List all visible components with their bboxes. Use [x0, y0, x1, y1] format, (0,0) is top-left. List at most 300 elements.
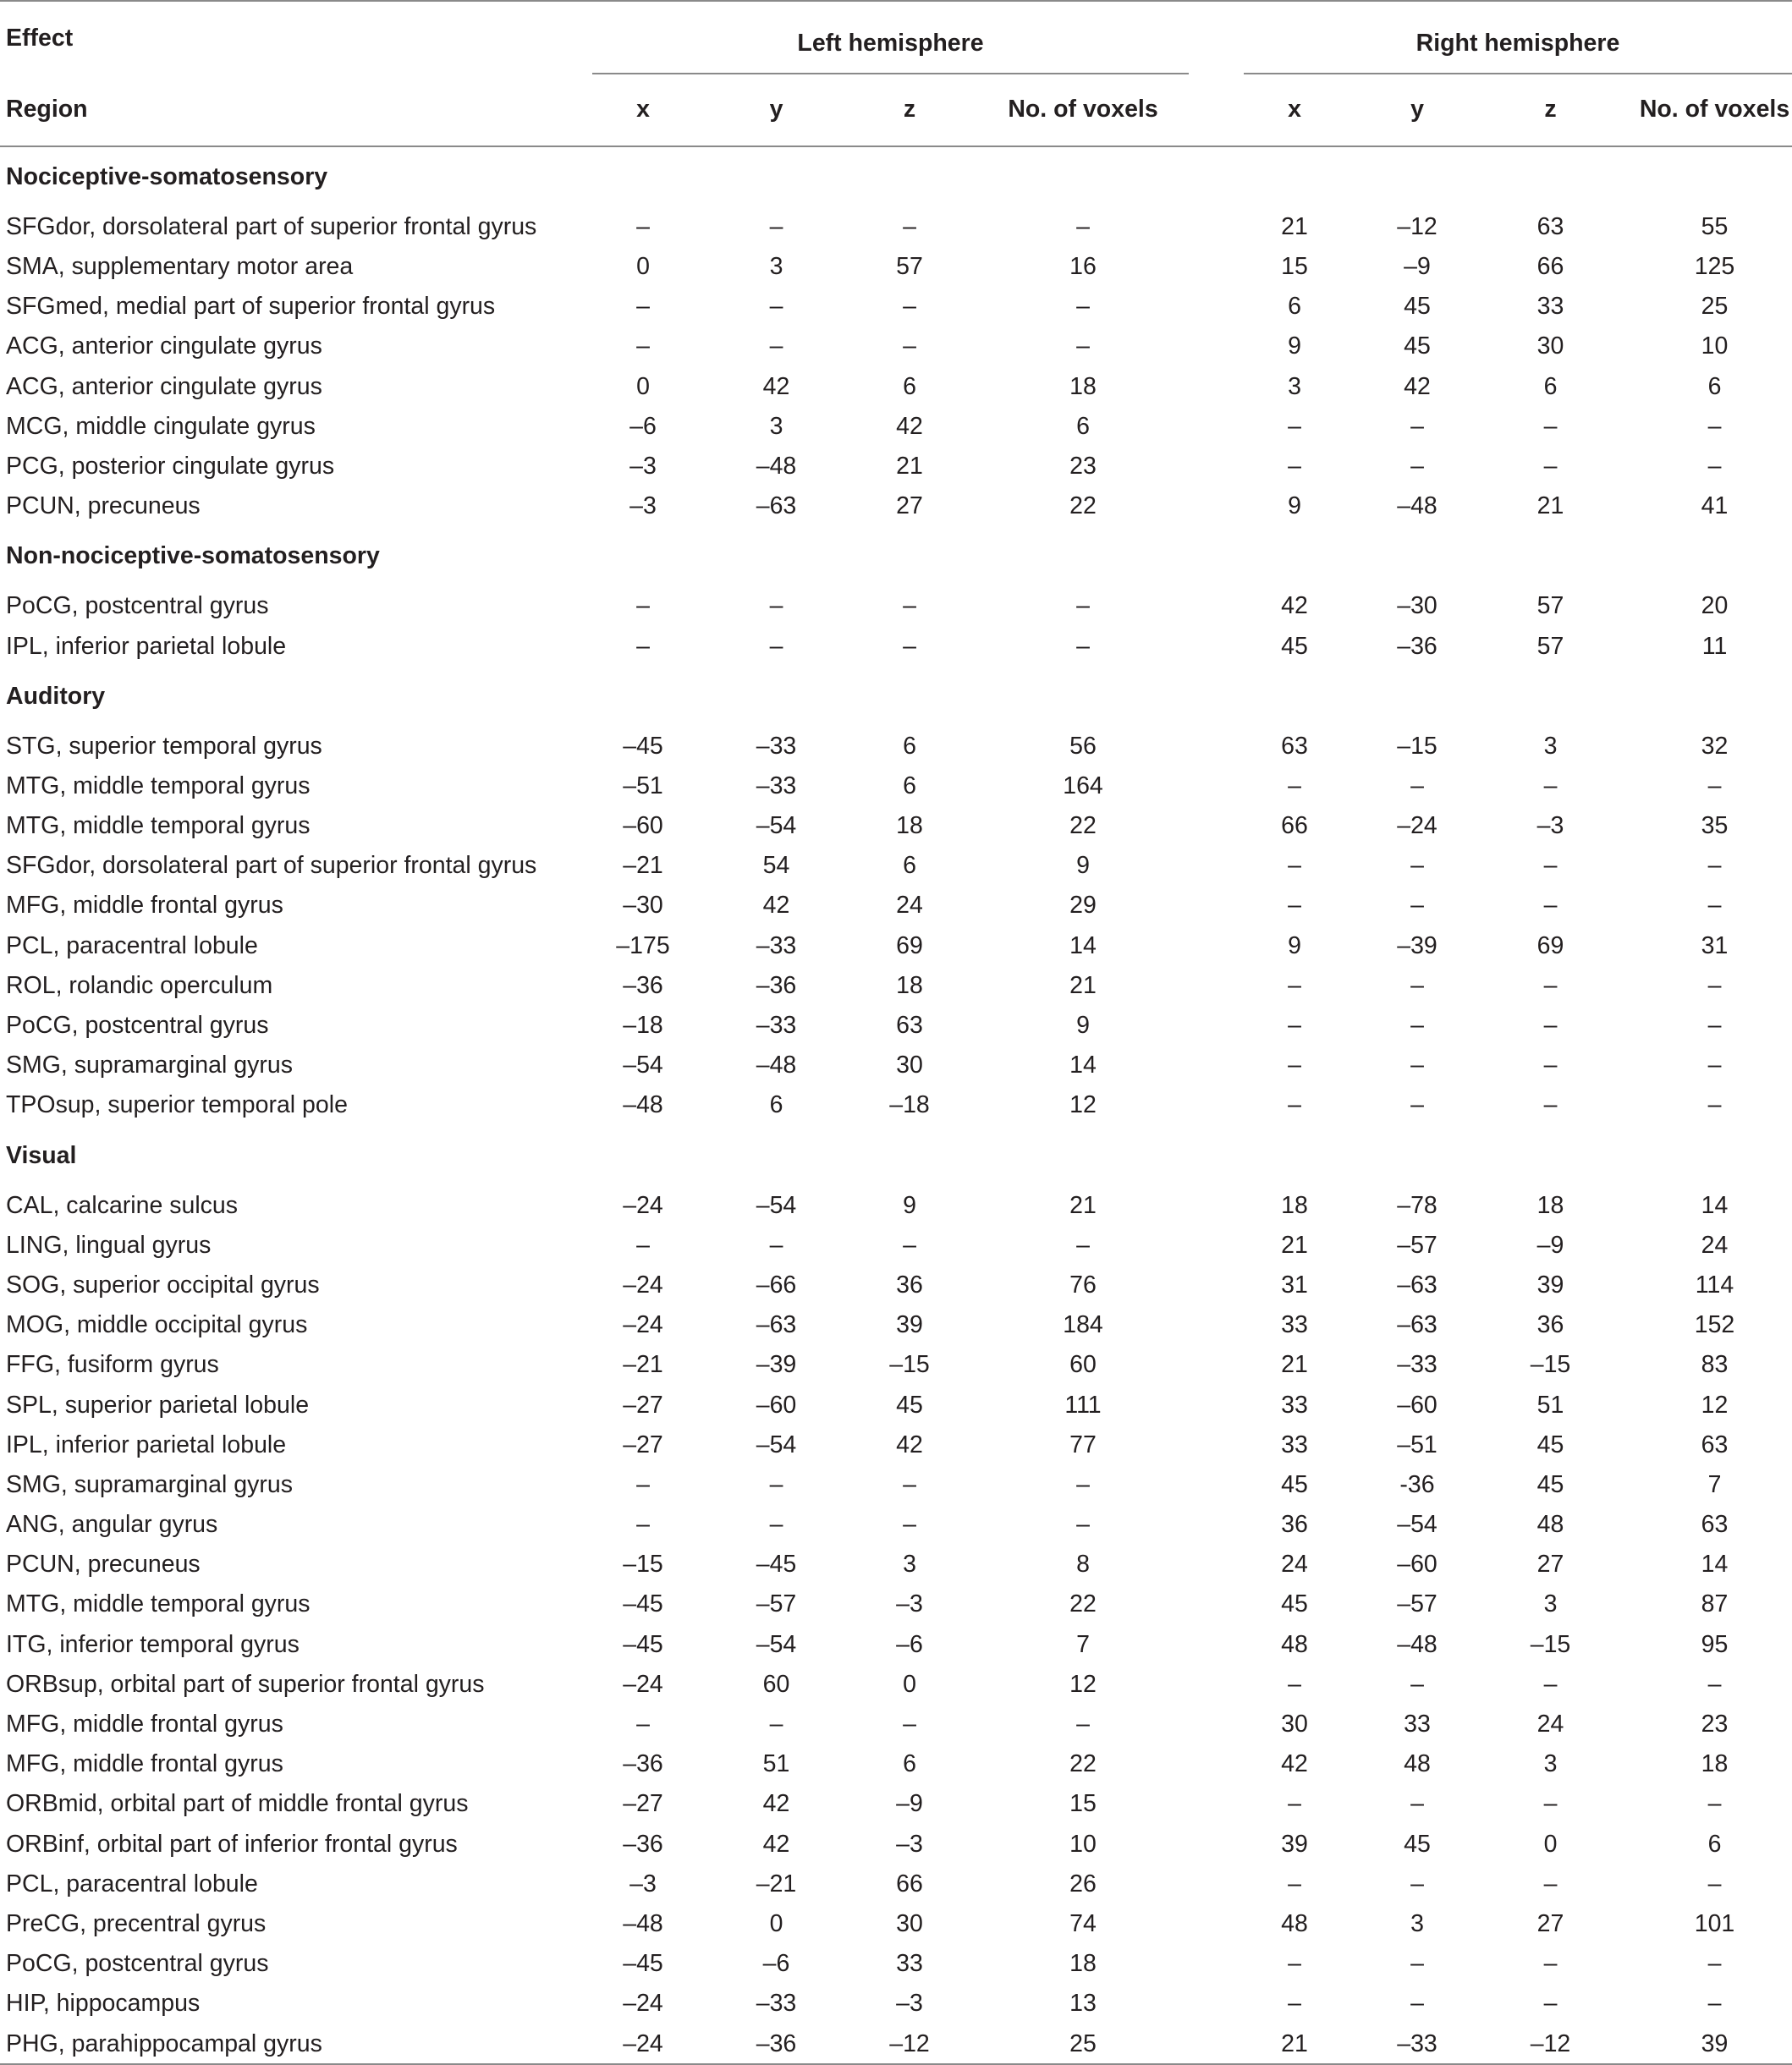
- column-gap: [1197, 726, 1235, 766]
- left-x-cell: –60: [623, 812, 663, 840]
- right-x-cell: –: [1288, 1091, 1301, 1119]
- left-voxels-cell: 22: [1069, 1750, 1097, 1778]
- region-cell: ORBsup, orbital part of superior frontal gyrus: [6, 1670, 485, 1698]
- right-x-cell: –: [1288, 1990, 1301, 2018]
- left-y-cell: –: [769, 1470, 783, 1498]
- left-y-cell: –: [769, 293, 783, 321]
- column-gap: [1197, 287, 1235, 327]
- region-cell: ROL, rolandic operculum: [6, 971, 273, 999]
- region-cell: MFG, middle frontal gyrus: [6, 1711, 283, 1738]
- right-y-cell: –33: [1397, 2029, 1437, 2057]
- left-y-cell: –33: [756, 1012, 797, 1040]
- left-y-cell: –: [769, 632, 783, 660]
- left-z-cell: –: [903, 1231, 916, 1259]
- column-gap: [1197, 1824, 1235, 1864]
- section-title: Visual: [6, 1141, 77, 1169]
- right-y-cell: –: [1410, 1012, 1424, 1040]
- right-voxels-cell: 6: [1707, 1830, 1722, 1858]
- left-z-cell: 33: [896, 1950, 923, 1978]
- right-x-cell: 33: [1281, 1431, 1308, 1458]
- left-x-cell: –51: [623, 772, 663, 799]
- right-z-cell: 48: [1536, 1511, 1564, 1539]
- left-x-cell: –36: [623, 1750, 663, 1778]
- right-x-cell: 30: [1281, 1711, 1308, 1738]
- right-z-cell: –3: [1536, 812, 1564, 840]
- table-row: [0, 406, 1792, 446]
- column-gap: [1197, 1584, 1235, 1624]
- column-gap: [1197, 366, 1235, 406]
- right-z-cell: 21: [1536, 492, 1564, 520]
- left-x-cell: –45: [623, 1950, 663, 1978]
- region-cell: MTG, middle temporal gyrus: [6, 812, 311, 840]
- table-row: [0, 806, 1792, 846]
- left-y-cell: 3: [769, 412, 783, 440]
- left-z-cell: –: [903, 1470, 916, 1498]
- right-voxels-cell: 14: [1701, 1191, 1729, 1219]
- right-x-cell: 9: [1288, 492, 1301, 520]
- right-y-cell: –: [1410, 1670, 1424, 1698]
- region-cell: ANG, angular gyrus: [6, 1511, 218, 1539]
- right-z-cell: –: [1543, 1012, 1558, 1040]
- table-row: [0, 1305, 1792, 1345]
- left-x-cell: 0: [636, 253, 650, 281]
- left-y-cell: –21: [756, 1870, 797, 1897]
- region-cell: CAL, calcarine sulcus: [6, 1191, 239, 1219]
- right-z-cell: 57: [1536, 632, 1564, 660]
- right-y-cell: –: [1410, 1091, 1424, 1119]
- right-x-cell: 33: [1281, 1311, 1308, 1339]
- left-y-cell: –45: [756, 1551, 797, 1579]
- right-z-cell: –: [1543, 1091, 1558, 1119]
- right-x-cell: 3: [1288, 372, 1301, 400]
- right-x-cell: 6: [1288, 293, 1301, 321]
- left-y-cell: –33: [756, 1990, 797, 2018]
- column-gap: [1197, 1046, 1235, 1085]
- table-body: [0, 146, 1792, 2065]
- left-z-cell: 0: [903, 1670, 916, 1698]
- right-y-cell: –: [1410, 772, 1424, 799]
- left-x-cell: –: [636, 1711, 650, 1738]
- region-cell: SOG, superior occipital gyrus: [6, 1271, 320, 1299]
- left-x-cell: –48: [623, 1909, 663, 1937]
- left-z-cell: 66: [896, 1870, 923, 1897]
- column-gap: [1197, 207, 1235, 247]
- right-y-cell: –78: [1397, 1191, 1437, 1219]
- left-z-cell: 69: [896, 931, 923, 959]
- left-voxels-cell: –: [1076, 1470, 1090, 1498]
- table-row: [0, 1824, 1792, 1864]
- section-header-row: [0, 666, 1792, 726]
- left-y-cell: –6: [762, 1950, 790, 1978]
- region-cell: SFGmed, medial part of superior frontal gyrus: [6, 293, 496, 321]
- table-row: [0, 1864, 1792, 1903]
- left-z-cell: –3: [896, 1590, 923, 1618]
- left-z-cell: –: [903, 632, 916, 660]
- left-voxels-cell: 26: [1069, 1870, 1097, 1897]
- region-cell: PCL, paracentral lobule: [6, 931, 258, 959]
- right-z-cell: 0: [1543, 1830, 1558, 1858]
- right-x-cell: 33: [1281, 1391, 1308, 1419]
- right-y-cell: –: [1410, 852, 1424, 880]
- right-z-cell: 33: [1536, 293, 1564, 321]
- right-z-cell: –9: [1536, 1231, 1564, 1259]
- table-row: [0, 766, 1792, 806]
- region-cell: SFGdor, dorsolateral part of superior frontal gyrus: [6, 852, 537, 880]
- right-voxels-cell: 32: [1701, 732, 1729, 760]
- left-y-cell: 60: [762, 1670, 790, 1698]
- right-x-cell: –: [1288, 971, 1301, 999]
- right-z-cell: 69: [1536, 931, 1564, 959]
- right-y-cell: –51: [1397, 1431, 1437, 1458]
- left-z-cell: –6: [896, 1630, 923, 1658]
- left-y-cell: –: [769, 592, 783, 620]
- left-voxels-cell: 76: [1069, 1271, 1097, 1299]
- left-x-cell: –36: [623, 971, 663, 999]
- right-y-cell: –24: [1397, 812, 1437, 840]
- table-row: [0, 1006, 1792, 1046]
- left-x-cell: –: [636, 1231, 650, 1259]
- table-row: [0, 1385, 1792, 1425]
- left-voxels-cell: –: [1076, 592, 1090, 620]
- region-cell: PCG, posterior cingulate gyrus: [6, 452, 335, 480]
- left-z-cell: –: [903, 592, 916, 620]
- right-y-cell: –: [1410, 452, 1424, 480]
- column-gap: [1197, 586, 1235, 626]
- table-row: [0, 1085, 1792, 1125]
- left-voxels-cell: 74: [1069, 1909, 1097, 1937]
- table-row: [0, 2024, 1792, 2064]
- column-gap: [1197, 1185, 1235, 1225]
- right-voxels-cell: 6: [1707, 372, 1722, 400]
- region-cell: PCL, paracentral lobule: [6, 1870, 258, 1897]
- right-y-cell: 33: [1404, 1711, 1431, 1738]
- left-voxels-cell: 13: [1069, 1990, 1097, 2018]
- right-x-cell: 42: [1281, 592, 1308, 620]
- left-z-cell: –9: [896, 1790, 923, 1818]
- right-z-cell: –: [1543, 412, 1558, 440]
- right-z-cell: 27: [1536, 1551, 1564, 1579]
- left-x-cell: –24: [623, 1670, 663, 1698]
- left-z-cell: 45: [896, 1391, 923, 1419]
- column-gap: [1197, 966, 1235, 1006]
- left-y-cell: –: [769, 212, 783, 240]
- left-y-cell: –54: [756, 1431, 797, 1458]
- column-gap: [1197, 447, 1235, 486]
- right-x-cell: 45: [1281, 1590, 1308, 1618]
- right-z-cell: 3: [1543, 1750, 1558, 1778]
- column-gap: [1197, 1305, 1235, 1345]
- left-x-cell: –27: [623, 1790, 663, 1818]
- left-z-cell: –: [903, 212, 916, 240]
- right-x-cell: 9: [1288, 931, 1301, 959]
- left-y-cell: –39: [756, 1351, 797, 1379]
- right-z-cell: –: [1543, 1990, 1558, 2018]
- right-y-cell: 42: [1404, 372, 1431, 400]
- region-cell: PreCG, precentral gyrus: [6, 1909, 267, 1937]
- right-z-cell: 3: [1543, 732, 1558, 760]
- region-cell: LING, lingual gyrus: [6, 1231, 212, 1259]
- region-cell: SMG, supramarginal gyrus: [6, 1470, 293, 1498]
- left-x-cell: –18: [623, 1012, 663, 1040]
- left-y-cell: 3: [769, 253, 783, 281]
- table-row: [0, 486, 1792, 526]
- right-x-cell: 21: [1281, 1231, 1308, 1259]
- right-y-cell: –57: [1397, 1231, 1437, 1259]
- table-row: [0, 447, 1792, 486]
- right-voxels-cell: –: [1707, 452, 1722, 480]
- table-row: [0, 586, 1792, 626]
- column-gap: [1197, 1425, 1235, 1464]
- region-cell: ORBinf, orbital part of inferior frontal gyrus: [6, 1830, 458, 1858]
- left-x-cell: –24: [623, 1990, 663, 2018]
- left-z-cell: 6: [903, 372, 916, 400]
- left-y-cell: –54: [756, 1630, 797, 1658]
- region-cell: IPL, inferior parietal lobule: [6, 632, 287, 660]
- table-row: [0, 846, 1792, 886]
- right-x-cell: 15: [1281, 253, 1308, 281]
- left-y-cell: 42: [762, 1790, 790, 1818]
- right-voxels-cell: 25: [1701, 293, 1729, 321]
- right-hemisphere-header: [1235, 2, 1792, 74]
- right-z-cell: 6: [1543, 372, 1558, 400]
- column-gap: [1197, 1465, 1235, 1505]
- left-y-cell: –57: [756, 1590, 797, 1618]
- left-z-cell: 39: [896, 1311, 923, 1339]
- region-cell: MCG, middle cingulate gyrus: [6, 412, 316, 440]
- table-row: [0, 1225, 1792, 1265]
- right-y-cell: –36: [1397, 632, 1437, 660]
- left-voxels-cell: 7: [1076, 1630, 1090, 1658]
- table-row: [0, 366, 1792, 406]
- col-header-left-z: z: [903, 96, 916, 124]
- right-y-cell: 45: [1404, 1830, 1431, 1858]
- left-z-cell: 42: [896, 1431, 923, 1458]
- region-cell: TPOsup, superior temporal pole: [6, 1091, 348, 1119]
- left-voxels-cell: 25: [1069, 2029, 1097, 2057]
- left-x-cell: 0: [636, 372, 650, 400]
- right-z-cell: –: [1543, 892, 1558, 920]
- right-voxels-cell: 125: [1694, 253, 1735, 281]
- right-x-cell: 31: [1281, 1271, 1308, 1299]
- right-voxels-cell: –: [1707, 412, 1722, 440]
- right-x-cell: –: [1288, 1012, 1301, 1040]
- region-cell: SPL, superior parietal lobule: [6, 1391, 310, 1419]
- left-z-cell: 3: [903, 1551, 916, 1579]
- table-row: [0, 1584, 1792, 1624]
- right-y-cell: –48: [1397, 492, 1437, 520]
- table-row: [0, 1944, 1792, 1984]
- right-voxels-cell: 41: [1701, 492, 1729, 520]
- left-voxels-cell: 16: [1069, 253, 1097, 281]
- left-x-cell: –: [636, 632, 650, 660]
- header-group-row: [0, 2, 1792, 74]
- column-gap: [1197, 1225, 1235, 1265]
- right-y-cell: –39: [1397, 931, 1437, 959]
- column-gap: [1197, 1744, 1235, 1784]
- left-y-cell: 42: [762, 892, 790, 920]
- left-y-cell: –63: [756, 1311, 797, 1339]
- left-z-cell: –12: [889, 2029, 930, 2057]
- region-cell: ACG, anterior cingulate gyrus: [6, 332, 322, 360]
- right-z-cell: 18: [1536, 1191, 1564, 1219]
- left-voxels-cell: –: [1076, 1511, 1090, 1539]
- right-hemisphere-spanner: [1244, 17, 1792, 74]
- left-voxels-cell: 60: [1069, 1351, 1097, 1379]
- right-voxels-cell: 39: [1701, 2029, 1729, 2057]
- right-x-cell: 48: [1281, 1630, 1308, 1658]
- right-z-cell: 45: [1536, 1470, 1564, 1498]
- right-x-cell: –: [1288, 452, 1301, 480]
- right-z-cell: –12: [1530, 2029, 1571, 2057]
- right-x-cell: 39: [1281, 1830, 1308, 1858]
- right-x-cell: –: [1288, 1870, 1301, 1897]
- left-z-cell: 18: [896, 812, 923, 840]
- right-voxels-cell: 152: [1694, 1311, 1735, 1339]
- region-cell: STG, superior temporal gyrus: [6, 732, 322, 760]
- right-voxels-cell: –: [1707, 1091, 1722, 1119]
- left-x-cell: –21: [623, 852, 663, 880]
- left-x-cell: –: [636, 1470, 650, 1498]
- section-title: Non-nociceptive-somatosensory: [6, 542, 380, 570]
- right-y-cell: –54: [1397, 1511, 1437, 1539]
- left-x-cell: –27: [623, 1431, 663, 1458]
- right-z-cell: –: [1543, 852, 1558, 880]
- left-voxels-cell: 6: [1076, 412, 1090, 440]
- column-gap: [1197, 1864, 1235, 1903]
- left-x-cell: –24: [623, 1271, 663, 1299]
- region-cell: FFG, fusiform gyrus: [6, 1351, 219, 1379]
- right-y-cell: –33: [1397, 1351, 1437, 1379]
- right-y-cell: –30: [1397, 592, 1437, 620]
- right-x-cell: 21: [1281, 2029, 1308, 2057]
- right-z-cell: 66: [1536, 253, 1564, 281]
- right-z-cell: 30: [1536, 332, 1564, 360]
- column-gap: [1197, 2024, 1235, 2064]
- left-x-cell: –24: [623, 2029, 663, 2057]
- col-header-left-x: x: [636, 96, 650, 124]
- right-voxels-cell: 24: [1701, 1231, 1729, 1259]
- left-y-cell: 54: [762, 852, 790, 880]
- column-gap: [1197, 626, 1235, 666]
- right-voxels-cell: –: [1707, 1870, 1722, 1897]
- right-z-cell: –: [1543, 1950, 1558, 1978]
- column-gap: [1197, 1266, 1235, 1305]
- left-y-cell: –60: [756, 1391, 797, 1419]
- region-cell: MTG, middle temporal gyrus: [6, 772, 311, 799]
- region-cell: SMA, supplementary motor area: [6, 253, 354, 281]
- left-z-cell: 6: [903, 1750, 916, 1778]
- column-gap: [1197, 766, 1235, 806]
- right-z-cell: –: [1543, 971, 1558, 999]
- column-gap: [1197, 247, 1235, 287]
- right-y-cell: –: [1410, 892, 1424, 920]
- left-y-cell: 0: [769, 1909, 783, 1937]
- right-voxels-cell: 35: [1701, 812, 1729, 840]
- left-x-cell: –24: [623, 1311, 663, 1339]
- right-x-cell: 45: [1281, 1470, 1308, 1498]
- left-z-cell: –: [903, 1711, 916, 1738]
- left-z-cell: –: [903, 1511, 916, 1539]
- right-z-cell: 39: [1536, 1271, 1564, 1299]
- right-z-cell: 51: [1536, 1391, 1564, 1419]
- section-title: Auditory: [6, 682, 106, 710]
- column-gap: [1197, 486, 1235, 526]
- left-y-cell: –54: [756, 1191, 797, 1219]
- table-row: [0, 626, 1792, 666]
- right-x-cell: –: [1288, 892, 1301, 920]
- right-y-cell: –60: [1397, 1391, 1437, 1419]
- right-y-cell: –48: [1397, 1630, 1437, 1658]
- left-voxels-cell: –: [1076, 212, 1090, 240]
- left-voxels-cell: 22: [1069, 1590, 1097, 1618]
- left-voxels-cell: 22: [1069, 812, 1097, 840]
- table-row: [0, 327, 1792, 366]
- left-voxels-cell: 10: [1069, 1830, 1097, 1858]
- section-header-row: [0, 146, 1792, 207]
- table-row: [0, 925, 1792, 965]
- region-cell: ORBmid, orbital part of middle frontal gyrus: [6, 1790, 469, 1818]
- right-voxels-cell: 7: [1707, 1470, 1722, 1498]
- right-z-cell: –15: [1530, 1351, 1571, 1379]
- left-z-cell: –18: [889, 1091, 930, 1119]
- left-x-cell: –15: [623, 1551, 663, 1579]
- right-voxels-cell: 23: [1701, 1711, 1729, 1738]
- table-row: [0, 207, 1792, 247]
- right-y-cell: 45: [1404, 293, 1431, 321]
- region-cell: PoCG, postcentral gyrus: [6, 1012, 269, 1040]
- region-cell: MFG, middle frontal gyrus: [6, 1750, 283, 1778]
- right-voxels-cell: –: [1707, 1990, 1722, 2018]
- left-z-cell: 18: [896, 971, 923, 999]
- left-voxels-cell: 22: [1069, 492, 1097, 520]
- left-y-cell: –48: [756, 452, 797, 480]
- right-voxels-cell: 63: [1701, 1511, 1729, 1539]
- right-z-cell: –: [1543, 1870, 1558, 1897]
- header-gap: [1197, 74, 1235, 146]
- right-y-cell: –: [1410, 1870, 1424, 1897]
- column-gap: [1197, 1624, 1235, 1664]
- left-voxels-cell: 23: [1069, 452, 1097, 480]
- column-gap: [1197, 1545, 1235, 1584]
- right-hemisphere-label: Right hemisphere: [1415, 30, 1620, 57]
- left-x-cell: –6: [629, 412, 657, 440]
- left-voxels-cell: 164: [1063, 772, 1103, 799]
- table-row: [0, 1904, 1792, 1944]
- right-z-cell: –15: [1530, 1630, 1571, 1658]
- column-gap: [1197, 806, 1235, 846]
- right-x-cell: 42: [1281, 1750, 1308, 1778]
- left-y-cell: –: [769, 1231, 783, 1259]
- right-y-cell: –: [1410, 1052, 1424, 1079]
- right-x-cell: –: [1288, 412, 1301, 440]
- left-z-cell: 36: [896, 1271, 923, 1299]
- left-y-cell: 42: [762, 1830, 790, 1858]
- left-z-cell: 27: [896, 492, 923, 520]
- right-voxels-cell: 18: [1701, 1750, 1729, 1778]
- left-voxels-cell: 12: [1069, 1670, 1097, 1698]
- right-x-cell: 36: [1281, 1511, 1308, 1539]
- left-x-cell: –: [636, 212, 650, 240]
- table-row: [0, 1345, 1792, 1385]
- left-x-cell: –54: [623, 1052, 663, 1079]
- left-x-cell: –45: [623, 1590, 663, 1618]
- left-z-cell: 21: [896, 452, 923, 480]
- column-gap: [1197, 1505, 1235, 1545]
- col-header-left-voxels: No. of voxels: [1008, 96, 1158, 124]
- right-z-cell: –: [1543, 1670, 1558, 1698]
- left-y-cell: –36: [756, 971, 797, 999]
- table-row: [0, 1665, 1792, 1705]
